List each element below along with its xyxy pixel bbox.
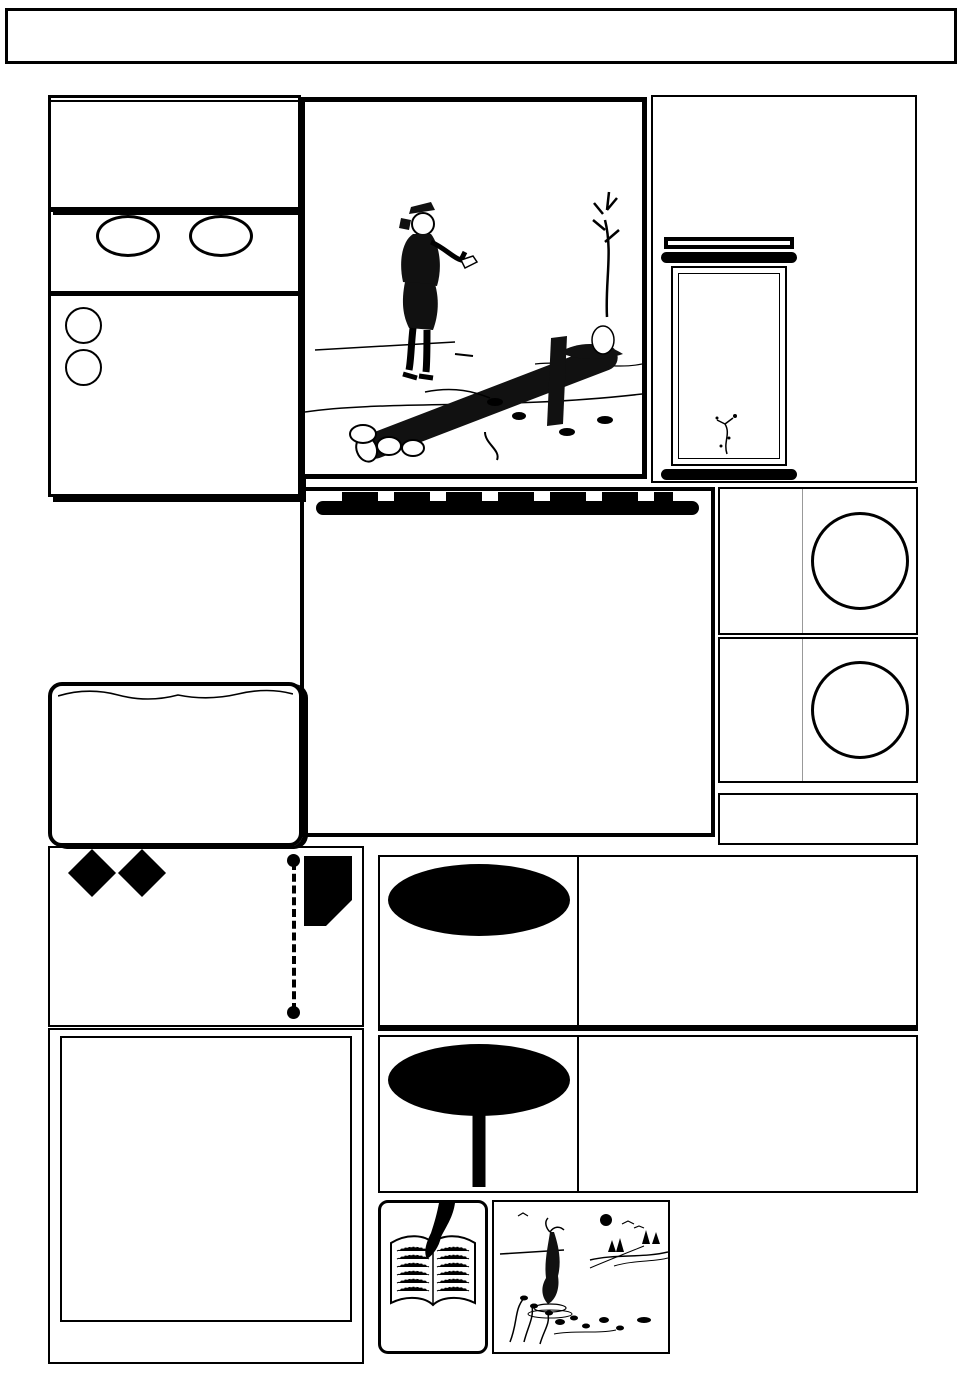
mystery-box (48, 846, 364, 1027)
cold-hot-number (189, 215, 253, 257)
cold-hot-number (96, 215, 160, 257)
computer-paragraph (304, 531, 711, 539)
hot-weak-table (48, 95, 301, 210)
offer-number (65, 349, 102, 386)
total-analysis-row (378, 855, 918, 1031)
computer-analysis-box (300, 487, 715, 837)
code-scroll (661, 237, 797, 475)
wave-divider (58, 687, 293, 701)
offer-column (65, 302, 102, 450)
treasure-map-thumbnail (492, 1200, 670, 1354)
cold-hot-box (48, 209, 301, 294)
main-illustration (300, 97, 647, 479)
scroll-sketch (707, 404, 749, 456)
parity-badge (388, 1044, 570, 1116)
tip-badge (304, 856, 352, 926)
scroll-title (664, 237, 794, 249)
treasure-map-explanation (678, 1202, 918, 1352)
scroll-roller-bottom (661, 469, 797, 480)
brand-strip-right (920, 92, 962, 1388)
hexagram-panel (651, 95, 917, 483)
computer-numbers (304, 515, 711, 531)
slogan-box (718, 793, 918, 845)
scroll-roller-top (661, 252, 797, 263)
total-badge (388, 864, 570, 936)
special-code-box (48, 293, 301, 497)
brand-strip-left (0, 92, 44, 1388)
masthead (5, 8, 957, 64)
contribution-box (48, 682, 303, 847)
puzzle-grid (60, 1036, 352, 1322)
computer-banner (316, 501, 699, 515)
frequency-number (811, 661, 909, 759)
dashed-divider (292, 862, 296, 1011)
book-hand-icon (381, 1203, 485, 1321)
frequency-number (811, 512, 909, 610)
frequency-cell (718, 487, 918, 635)
zodiac-puzzle-box (48, 1028, 364, 1364)
parity-analysis-row (378, 1035, 918, 1193)
diamond-char (118, 849, 166, 897)
frequency-cell (718, 637, 918, 783)
table-title (51, 98, 298, 102)
offer-number (65, 307, 102, 344)
diamond-char (68, 849, 116, 897)
decoder-box (378, 1200, 488, 1354)
brand-strip-top (6, 63, 956, 88)
special-code-columns (51, 298, 298, 454)
